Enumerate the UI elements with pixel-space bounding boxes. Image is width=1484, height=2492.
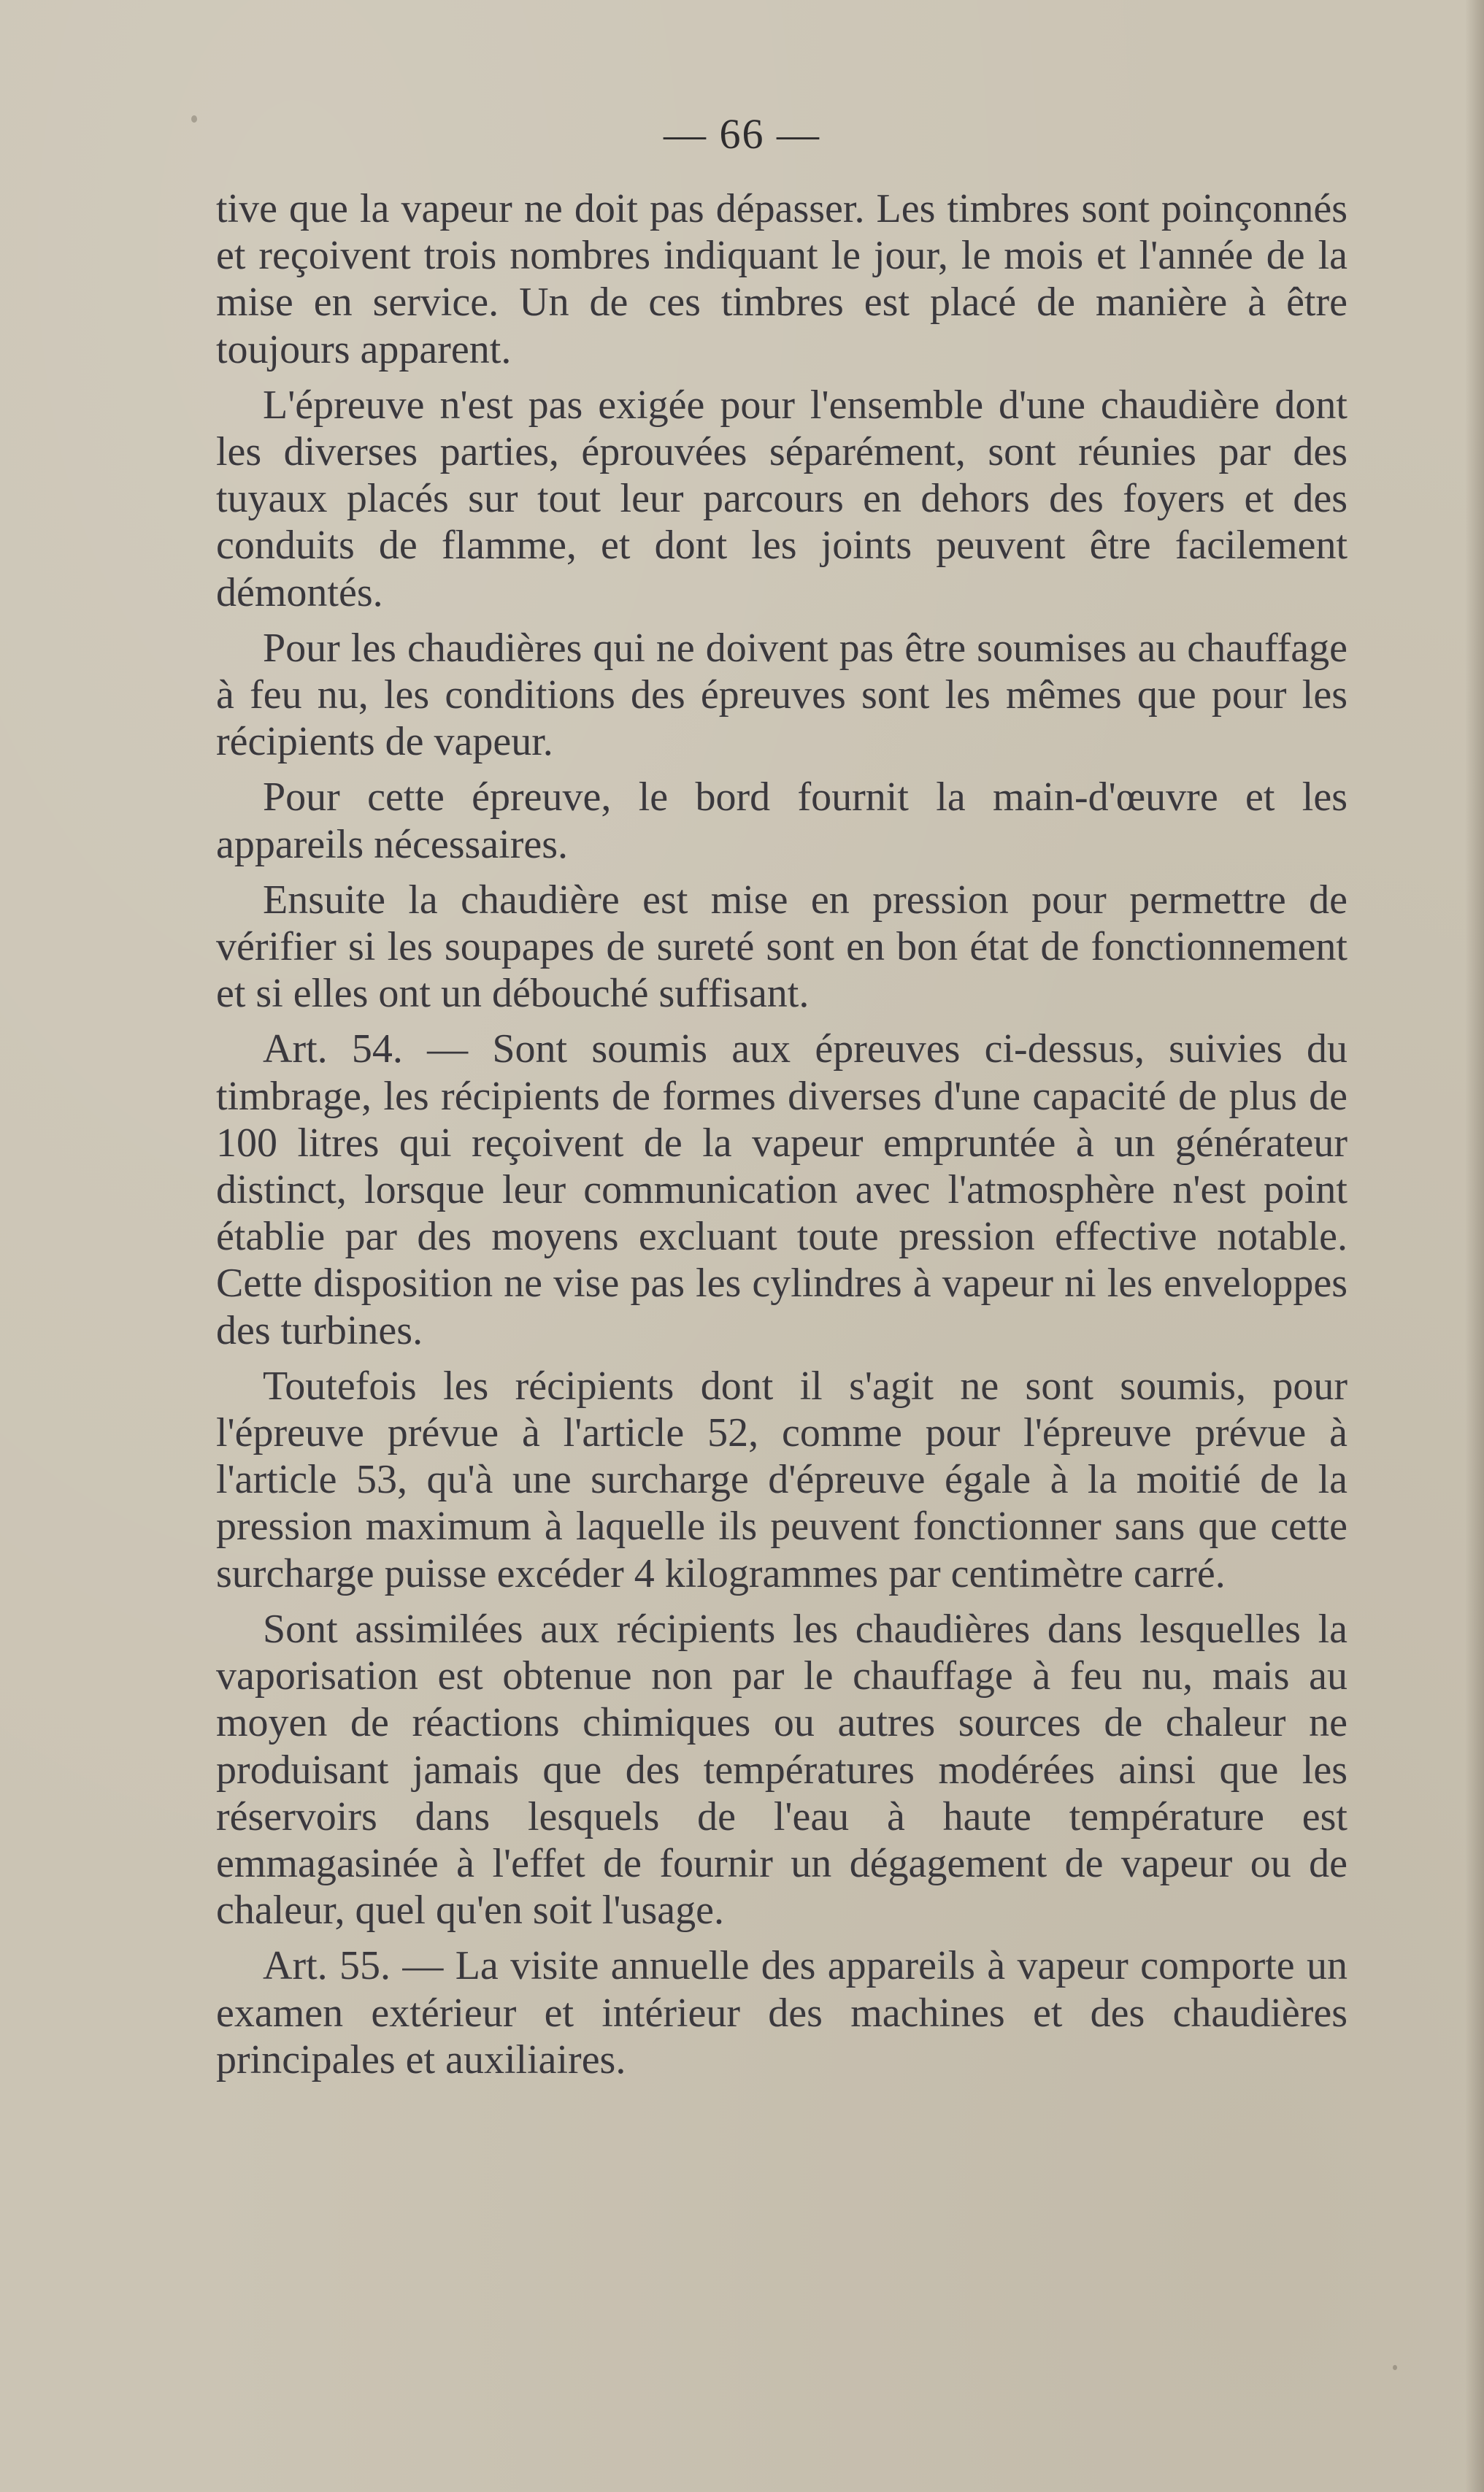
body-text xyxy=(216,185,1347,2092)
paragraph: Toutefois les récipients dont il s'agit ne sont soumis, pour l'épreuve prévue à l'article 52, comme pour l'épreuve prévue à l'article 53, qu'à une surcharge d'épreuve égale à la moitié de la pression maximum à laquelle ils peuvent fonctionner sans que cette surcharge puisse excéder 4 kilogrammes par centimètre carré. xyxy=(216,1363,1347,1596)
paragraph-article-55: Art. 55. — La visite annuelle des appareils à vapeur comporte un examen extérieur et intérieur des machines et des chaudières principales et auxiliaires. xyxy=(216,1943,1347,2083)
page-number: — 66 — xyxy=(664,110,820,158)
paragraph: Ensuite la chaudière est mise en pression pour permettre de vérifier si les soupapes de sureté sont en bon état de fonctionnement et si elles ont un débouché suffisant. xyxy=(216,877,1347,1017)
page-edge-shadow xyxy=(1465,0,1484,2492)
paragraph: tive que la vapeur ne doit pas dépasser. Les timbres sont poinçonnés et reçoivent trois nombres indiquant le jour, le mois et l'année de la mise en service. Un de ces timbres est placé de manière à être toujours apparent. xyxy=(216,186,1347,372)
paragraph: L'épreuve n'est pas exigée pour l'ensemble d'une chaudière dont les diverses parties, éprouvées séparément, sont réunies par des tuyaux placés sur tout leur parcours en dehors des foyers et des conduits de flamme, et dont les joints peuvent être facilement démontés. xyxy=(216,382,1347,615)
paragraph-article-54: Art. 54. — Sont soumis aux épreuves ci-dessus, suivies du timbrage, les récipients de formes diverses d'une capacité de plus de 100 litres qui reçoivent de la vapeur empruntée à un générateur distinct, lorsque leur communication avec l'atmosphère n'est point établie par des moyens excluant toute pression effective notable. Cette disposition ne vise pas les cylindres à vapeur ni les enveloppes des turbines. xyxy=(216,1026,1347,1353)
paper-speck xyxy=(1393,2365,1397,2370)
paragraph: Pour les chaudières qui ne doivent pas être soumises au chauffage à feu nu, les conditions des épreuves sont les mêmes que pour les récipients de vapeur. xyxy=(216,625,1347,765)
paragraph: Sont assimilées aux récipients les chaudières dans lesquelles la vaporisation est obtenue non par le chauffage à feu nu, mais au moyen de réactions chimiques ou autres sources de chaleur ne produisant jamais que des températures modérées ainsi que les réservoirs dans lesquels de l'eau à haute température est emmagasinée à l'effet de fournir un dégagement de vapeur ou de chaleur, quel qu'en soit l'usage. xyxy=(216,1606,1347,1934)
paragraph: Pour cette épreuve, le bord fournit la main-d'œuvre et les appareils nécessaires. xyxy=(216,774,1347,867)
